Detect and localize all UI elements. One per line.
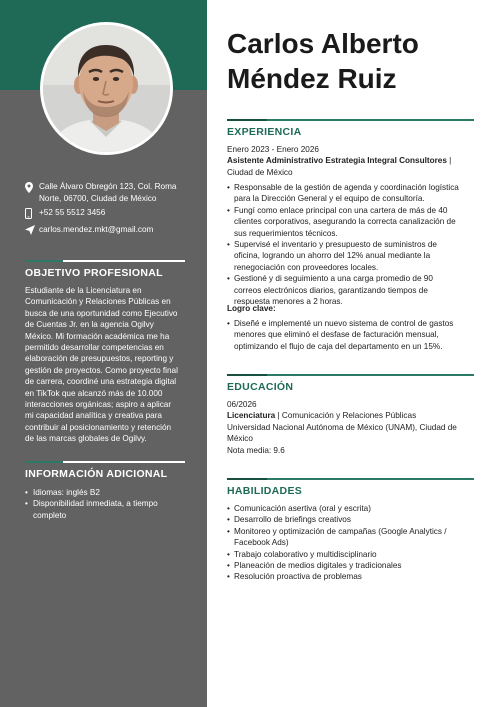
skill-item: Comunicación asertiva (oral y escrita)	[234, 504, 371, 513]
list-item	[227, 514, 477, 525]
bullet-line: clientes corporativos, asegurando la correcta canalización de	[234, 217, 456, 227]
achievement-list	[227, 318, 477, 352]
experience-separator: |	[446, 156, 452, 166]
list-item	[227, 182, 477, 205]
profile-line: gestión de proyectos. Como proyecto final	[25, 365, 178, 375]
education-heading-block	[227, 374, 474, 393]
profile-line: de las marcas globales de Ogilvy.	[25, 434, 147, 444]
bullet-line: sus requerimientos técnicos.	[234, 228, 338, 238]
location-pin-icon	[25, 181, 39, 205]
profile-line: busca de una oportunidad como Ejecutivo	[25, 308, 178, 318]
profile-line: de Cuentas Jr. en la agencia Ogilvy	[25, 320, 154, 330]
bullet-line: • Diseñé e implementé un nuevo sistema de control de gastos	[234, 319, 454, 328]
bullet-line: correos electrónicos diarios, garantizando tiempos de	[234, 285, 428, 295]
skill-item: Trabajo colaborativo y multidisciplinario	[234, 549, 377, 559]
list-item	[227, 205, 477, 239]
education-separator: |	[275, 411, 282, 421]
address-line-2: Norte, 06700, Ciudad de México	[39, 194, 157, 203]
bullet-line: respuesta menores a 2 horas.	[234, 297, 343, 307]
address-line-1: Calle Álvaro Obregón 123, Col. Roma	[39, 182, 177, 191]
name-line-1: Carlos Alberto	[227, 28, 419, 59]
name-line-2: Méndez Ruiz	[227, 63, 397, 94]
list-item	[227, 503, 477, 514]
send-icon	[25, 224, 39, 236]
experience-header	[227, 144, 477, 178]
list-item	[227, 239, 477, 273]
bullet-line: renegociación con proveedores locales.	[234, 262, 379, 272]
experience-role: Asistente Administrativo Estrategia Integral Consultores	[227, 156, 447, 166]
experience-dates: Enero 2023 - Enero 2026	[227, 145, 319, 154]
skills-heading: HABILIDADES	[227, 485, 303, 497]
phone-text: +52 55 5512 3456	[39, 208, 106, 217]
list-item	[25, 487, 185, 498]
additional-item-availability-cont: completo	[33, 510, 67, 520]
avatar	[40, 22, 173, 155]
education-entry	[227, 399, 477, 456]
experience-location: Ciudad de México	[227, 167, 293, 177]
bullet-line: optimizando el flujo de caja del departamento en un 15%.	[234, 341, 443, 351]
phone-icon	[25, 207, 39, 219]
list-item	[25, 498, 185, 521]
experience-bullets	[227, 182, 477, 307]
experience-heading-block	[227, 119, 474, 138]
education-grade: Nota media: 9.6	[227, 445, 285, 455]
list-item	[227, 571, 477, 582]
bullet-line: • Gestioné y di seguimiento a una carga promedio de 90	[234, 274, 433, 284]
list-item	[227, 549, 477, 560]
skills-list	[227, 503, 477, 583]
additional-list	[25, 487, 185, 521]
profile-summary	[25, 285, 185, 445]
skills-heading-block	[227, 478, 474, 497]
achievement-label	[227, 303, 477, 314]
profile-line: mi capacidad analítica y creativa para	[25, 411, 162, 421]
bullet-line: • Responsable de la gestión de agenda y coordinación logística	[234, 183, 459, 192]
bullet-line: • Supervisé el inventario y presupuesto de suministros de	[234, 240, 437, 250]
education-heading: EDUCACIÓN	[227, 381, 294, 393]
profile-line: de carrera, coordiné una estrategia digital	[25, 377, 177, 387]
bullet-line: para la Dirección General y el equipo de consultoría.	[234, 194, 425, 204]
section-divider-accent	[25, 461, 63, 463]
education-university: Universidad Nacional Autónoma de México (UNAM), Ciudad de	[227, 422, 457, 432]
education-field: Comunicación y Relaciones Públicas	[281, 411, 417, 421]
profile-line: elaboración de presupuestos, reporting y	[25, 354, 174, 364]
profile-line: en TikTok que alcanzó más de 10.000	[25, 388, 163, 398]
profile-line: contribuir al posicionamiento y retención	[25, 422, 172, 432]
experience-heading: EXPERIENCIA	[227, 126, 302, 138]
list-item	[227, 526, 477, 549]
skill-item-cont: Facebook Ads)	[234, 538, 289, 548]
section-divider-accent	[227, 478, 267, 480]
additional-item-availability: • Disponibilidad inmediata, a tiempo	[33, 499, 158, 509]
education-degree: Licenciatura	[227, 411, 276, 421]
profile-heading: OBJETIVO PROFESIONAL	[25, 267, 163, 279]
additional-heading-block	[25, 461, 185, 480]
profile-line: Estudiante de la Licenciatura en	[25, 286, 142, 295]
skill-item: Planeación de medios digitales y tradicionales	[234, 561, 402, 571]
profile-line: Comunicación y Relaciones Públicas en	[25, 297, 171, 307]
section-divider-accent	[227, 119, 267, 121]
bullet-line: oficina, logrando un ahorro del 12% anual mediante la	[234, 251, 431, 261]
section-divider-accent	[227, 374, 267, 376]
list-item	[227, 318, 477, 352]
contact-address	[25, 181, 176, 205]
contact-email	[25, 224, 153, 236]
skill-item: Desarrollo de briefings creativos	[234, 515, 351, 525]
profile-heading-block	[25, 260, 185, 279]
additional-heading: INFORMACIÓN ADICIONAL	[25, 468, 168, 480]
bullet-line: menores que eliminó el desfase de facturación mensual,	[234, 330, 439, 340]
skill-item: Resolución proactiva de problemas	[234, 572, 362, 582]
achievement-label-text: Logro clave:	[227, 304, 276, 313]
bullet-line: • Fungí como enlace principal con una cartera de más de 40	[234, 205, 448, 215]
list-item	[227, 560, 477, 571]
profile-line: permitido desarrollar competencias en	[25, 343, 164, 353]
additional-item-languages: Idiomas: inglés B2	[33, 488, 100, 497]
email-text[interactable]: carlos.mendez.mkt@gmail.com	[39, 225, 154, 234]
section-divider-accent	[25, 260, 63, 262]
profile-line: interacciones orgánicas; aspiro a aplicar	[25, 400, 172, 410]
skill-item: • Monitoreo y optimización de campañas (Google Analytics /	[234, 526, 447, 536]
profile-line: México. Mi formación académica me ha	[25, 331, 170, 341]
contact-phone	[25, 207, 105, 219]
education-university-cont: México	[227, 434, 253, 444]
candidate-name	[227, 26, 487, 96]
education-date: 06/2026	[227, 400, 257, 409]
